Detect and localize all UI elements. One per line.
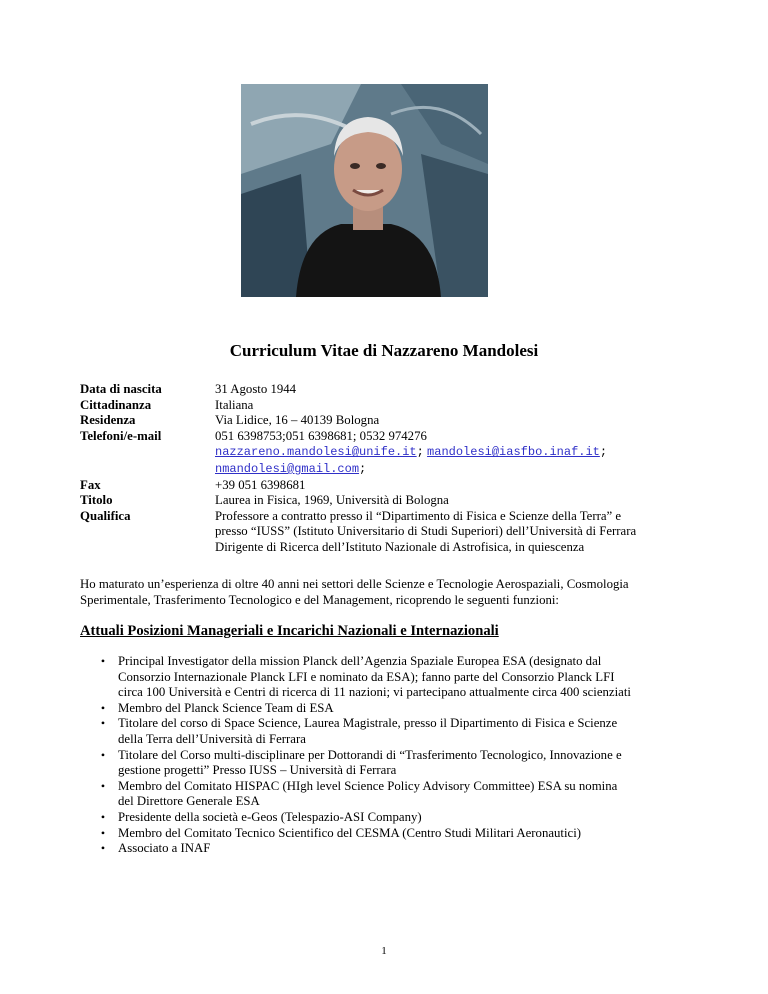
birth-value: 31 Agosto 1944 <box>215 382 297 396</box>
section-heading: Attuali Posizioni Manageriali e Incarichi Nazionali e Internazionali <box>80 623 499 639</box>
titolo-label: Titolo <box>80 493 113 508</box>
list-item-line: Titolare del Corso multi-disciplinare per Dottorandi di “Trasferimento Tecnologico, Innovazione e <box>118 747 622 762</box>
page-title: Curriculum Vitae di Nazzareno Mandolesi <box>229 341 539 360</box>
page-number: 1 <box>381 945 387 957</box>
intro-paragraph <box>80 576 695 608</box>
list-item <box>80 716 700 747</box>
list-item <box>80 701 700 717</box>
list-item-line: Membro del Comitato HISPAC (HIgh level Science Policy Advisory Committee) ESA su nomina <box>118 778 618 793</box>
bullet-icon: • <box>100 716 106 731</box>
intro-line: Ho maturato un’esperienza di oltre 40 anni nei settori delle Scienze e Tecnologie Aerospaziali, Cosmologia <box>80 577 629 591</box>
positions-list <box>80 654 700 857</box>
bullet-icon: • <box>100 700 106 715</box>
email-separator: ; <box>599 445 608 460</box>
bullet-icon: • <box>100 747 106 762</box>
email-line-2 <box>215 461 700 478</box>
list-item-line: Membro del Comitato Tecnico Scientifico del CESMA (Centro Studi Militari Aeronautici) <box>118 825 582 840</box>
info-row-citizenship <box>80 398 700 414</box>
email-separator: ; <box>359 461 367 476</box>
bullet-icon: • <box>100 809 106 824</box>
info-row-birth <box>80 382 700 398</box>
list-item-line: del Direttore Generale ESA <box>118 794 260 809</box>
qualifica-line: Professore a contratto presso il “Dipartimento di Fisica e Scienze della Terra” e <box>215 508 622 523</box>
list-item-line: Associato a INAF <box>118 841 211 856</box>
list-item-line: della Terra dell’Università di Ferrara <box>118 731 306 746</box>
qualifica-line: Dirigente di Ricerca dell’Istituto Nazionale di Astrofisica, in quiescenza <box>215 539 585 554</box>
info-row-fax <box>80 478 700 494</box>
bullet-icon: • <box>100 825 106 840</box>
fax-value: +39 051 6398681 <box>215 477 306 492</box>
email-separator: ; <box>416 445 424 460</box>
list-item-line: Presidente della società e-Geos (Telespazio-ASI Company) <box>118 809 422 824</box>
info-row-titolo <box>80 493 700 509</box>
phones-numbers: 051 6398753;051 6398681; 0532 974276 <box>215 428 427 443</box>
email-line-1 <box>215 444 700 461</box>
list-item-line: Membro del Planck Science Team di ESA <box>118 700 334 715</box>
residence-label: Residenza <box>80 413 136 428</box>
list-item <box>80 826 700 842</box>
intro-line: Sperimentale, Trasferimento Tecnologico e del Management, ricoprendo le seguenti funzioni: <box>80 593 559 607</box>
phones-label: Telefoni/e-mail <box>80 428 162 443</box>
bullet-icon: • <box>100 778 106 793</box>
fax-label: Fax <box>80 477 101 492</box>
list-item-line: Principal Investigator della mission Planck dell’Agenzia Spaziale Europea ESA (designato dal <box>118 654 602 668</box>
info-row-residence <box>80 413 700 429</box>
personal-info <box>80 382 700 556</box>
residence-value: Via Lidice, 16 – 40139 Bologna <box>215 413 380 428</box>
list-item-line: gestione progetti” Presso IUSS – Università di Ferrara <box>118 763 397 778</box>
bullet-icon: • <box>100 841 106 856</box>
list-item-line: circa 100 Università e Centri di ricerca di 11 nazioni; vi partecipano attualmente circa 400 scienziati <box>118 685 631 700</box>
qualifica-label: Qualifica <box>80 508 131 523</box>
citizenship-label: Cittadinanza <box>80 397 152 412</box>
list-item-line: Consorzio Internazionale Planck LFI e nominato da ESA); fanno parte del Consorzio Planck LFI <box>118 669 615 684</box>
citizenship-value: Italiana <box>215 397 254 412</box>
qualifica-line: presso “IUSS” (Istituto Universitario di Studi Superiori) dell’Università di Ferrara <box>215 524 637 539</box>
list-item <box>80 654 700 701</box>
email-link-2[interactable]: mandolesi@iasfbo.inaf.it <box>427 445 600 460</box>
titolo-value: Laurea in Fisica, 1969, Università di Bologna <box>215 493 449 508</box>
birth-label: Data di nascita <box>80 382 162 396</box>
list-item-line: Titolare del corso di Space Science, Laurea Magistrale, presso il Dipartimento di Fisica e Scienze <box>118 716 618 731</box>
phones-value <box>215 429 700 478</box>
info-row-phones <box>80 429 700 478</box>
list-item <box>80 779 700 810</box>
list-item <box>80 810 700 826</box>
email-link-3[interactable]: nmandolesi@gmail.com <box>215 461 360 476</box>
info-row-qualifica <box>80 509 700 556</box>
bullet-icon: • <box>100 654 106 668</box>
portrait-photo <box>241 84 488 297</box>
list-item <box>80 841 700 857</box>
email-link-1[interactable]: nazzareno.mandolesi@unife.it <box>215 445 417 460</box>
list-item <box>80 748 700 779</box>
qualifica-value <box>215 509 700 556</box>
